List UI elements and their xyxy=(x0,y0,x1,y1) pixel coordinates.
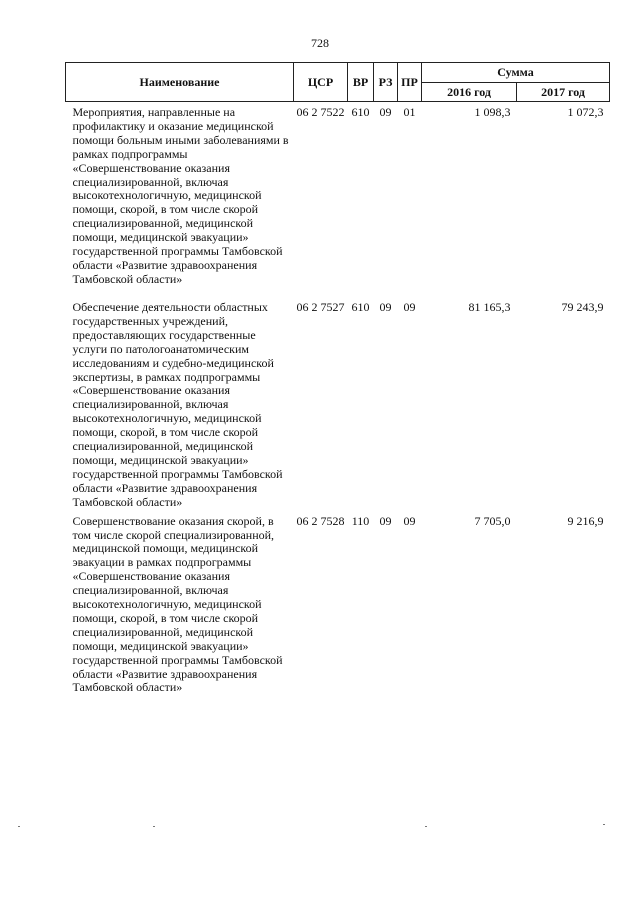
row-rz: 09 xyxy=(379,513,392,528)
row-rz: 09 xyxy=(379,300,392,314)
row-csr: 06 2 7522 xyxy=(296,105,345,119)
header-year-2017: 2017 год xyxy=(517,83,610,102)
row-sum-2017: 79 243,9 xyxy=(561,300,604,314)
header-vr: ВР xyxy=(348,63,374,102)
row-csr: 06 2 7528 xyxy=(296,513,345,528)
header-pr: ПР xyxy=(398,63,422,102)
row-vr: 610 xyxy=(351,105,370,119)
row-csr: 06 2 7527 xyxy=(296,300,345,314)
header-name: Наименование xyxy=(66,63,294,102)
row-pr: 09 xyxy=(403,513,416,528)
header-csr: ЦСР xyxy=(294,63,348,102)
budget-table xyxy=(65,62,610,716)
row-pr: 01 xyxy=(403,105,416,119)
row-sum-2017: 9 216,9 xyxy=(567,513,604,528)
table-row xyxy=(66,297,610,511)
page-number: 728 xyxy=(311,36,329,50)
header-sum: Сумма xyxy=(422,63,610,83)
scan-speck xyxy=(18,826,20,827)
row-pr: 09 xyxy=(403,300,416,314)
row-sum-2016: 1 098,3 xyxy=(474,105,511,119)
header-year-2016: 2016 год xyxy=(422,83,517,102)
scan-speck xyxy=(603,824,605,825)
row-sum-2017: 1 072,3 xyxy=(567,105,604,119)
header-rz: РЗ xyxy=(374,63,398,102)
row-name: Совершенствование оказания скорой, в том числе скорой специализированной, медицинской помощи, медицинской эвакуации в рамках подпрограммы «Совершенствование оказания специализированной, включая высокотехнологичную, медицинской помощи, скорой, в том числе скорой специализированной, медицинской помощи, медицинской эвакуации» государственной программы Тамбовской области «Развитие здравоохранения Тамбовской области» xyxy=(72,513,283,695)
table-header xyxy=(66,63,610,102)
row-rz: 09 xyxy=(379,105,392,119)
row-sum-2016: 81 165,3 xyxy=(468,300,511,314)
scan-speck xyxy=(425,826,427,827)
row-sum-2016: 7 705,0 xyxy=(474,513,511,528)
scan-speck xyxy=(153,826,155,827)
table-row xyxy=(66,511,610,716)
row-vr: 110 xyxy=(351,513,370,528)
row-vr: 610 xyxy=(351,300,370,314)
row-name: Мероприятия, направленные на профилактику и оказание медицинской помощи больным иными заболеваниями в рамках подпрограммы «Совершенствование оказания специализированной, включая высокотехнологичную, медицинской помощи, скорой, в том числе скорой специализированной, медицинской помощи, медицинской эвакуации» государственной программы Тамбовской области «Развитие здравоохранения Тамбовской области» xyxy=(72,105,289,286)
table-row xyxy=(66,102,610,298)
row-name: Обеспечение деятельности областных государственных учреждений, предоставляющих государственные услуги по патологоанатомическим исследованиям и судебно-медицинской экспертизы, в рамках подпрограммы «Совершенствование оказания специализированной, включая высокотехнологичную, медицинской помощи, скорой, в том числе скорой специализированной, медицинской помощи, медицинской эвакуации» государственной программы Тамбовской области «Развитие здравоохранения Тамбовской области» xyxy=(72,300,283,509)
